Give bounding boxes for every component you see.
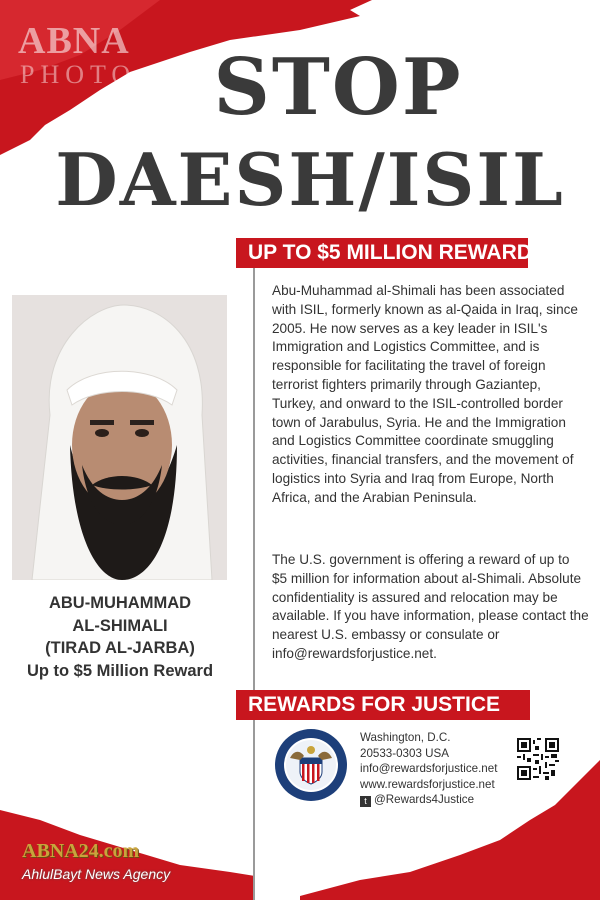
- twitter-icon: t: [360, 796, 371, 807]
- reward-banner: UP TO $5 MILLION REWARD: [236, 238, 528, 268]
- description-line: terrorist fighters primarily through Gaziantep,: [272, 376, 541, 392]
- headline-daesh-isil: DAESH/ISIL: [55, 137, 565, 222]
- contact-website[interactable]: www.rewardsforjustice.net: [360, 777, 495, 791]
- twitter-handle: @Rewards4Justice: [374, 793, 475, 806]
- contact-city: Washington, D.C.: [360, 731, 451, 744]
- description-line: 2005. He now serves as a key leader in ISIL's: [272, 320, 548, 336]
- reward-line: available. If you have information, please contact the: [272, 608, 589, 624]
- description-line: logistics into Syria and Iraq from Europe, North: [272, 470, 554, 486]
- suspect-name-line1: ABU-MUHAMMAD: [48, 594, 192, 612]
- reward-line: $5 million for information about al-Shimali. Absolute: [272, 570, 582, 586]
- description-line: with ISIL, formerly known as al-Qaida in Iraq, since: [272, 301, 578, 317]
- reward-line: confidentiality is assured and relocation may be: [272, 589, 558, 605]
- description-line: Abu-Muhammad al-Shimali has been associated: [272, 283, 565, 298]
- contact-email[interactable]: info@rewardsforjustice.net: [360, 762, 498, 775]
- abna-watermark-top: ABNA: [18, 20, 130, 62]
- description-line: town of Jarabulus, Syria. He and the Immigration: [272, 414, 566, 430]
- suspect-name-line2: AL-SHIMALI: [72, 616, 168, 635]
- rewards-for-justice-banner: REWARDS FOR JUSTICE: [236, 690, 530, 720]
- reward-line: The U.S. government is offering a reward of up to: [272, 552, 570, 567]
- divider-line: [253, 238, 255, 900]
- department-of-state-seal-icon: [274, 728, 348, 802]
- reward-line: info@rewardsforjustice.net.: [272, 645, 437, 661]
- suspect-alias: (TIRAD AL-JARBA): [45, 639, 195, 657]
- description-line: and Logistics Committee coordinate smuggling: [272, 433, 554, 449]
- reward-line: nearest U.S. embassy or consulate or: [272, 627, 500, 643]
- abna24-watermark: ABNA24.com: [22, 840, 140, 862]
- contact-twitter[interactable]: [360, 792, 497, 808]
- description-line: Immigration and Logistics Committee, and is: [272, 339, 540, 355]
- description-paragraph: [272, 282, 600, 508]
- suspect-caption: [0, 592, 240, 682]
- description-line: Africa, and the Arabian Peninsula.: [272, 489, 477, 505]
- suspect-reward: Up to $5 Million Reward: [26, 661, 214, 680]
- headline-stop: STOP: [213, 42, 463, 133]
- description-line: activities, financial transfers, and the movement of: [272, 452, 574, 468]
- contact-block: [360, 730, 497, 808]
- reward-paragraph: [272, 551, 600, 664]
- description-line: responsible for facilitating the travel of foreign: [272, 358, 546, 374]
- qr-code-icon[interactable]: [517, 738, 559, 780]
- abna-watermark-top-sub: PHOTO: [20, 60, 137, 89]
- abna-agency-watermark: AhlulBayt News Agency: [22, 866, 171, 882]
- contact-zip: 20533-0303 USA: [360, 746, 449, 760]
- description-line: Turkey, and onward to the ISIL-controlled border: [272, 395, 563, 411]
- suspect-photo: [12, 295, 227, 580]
